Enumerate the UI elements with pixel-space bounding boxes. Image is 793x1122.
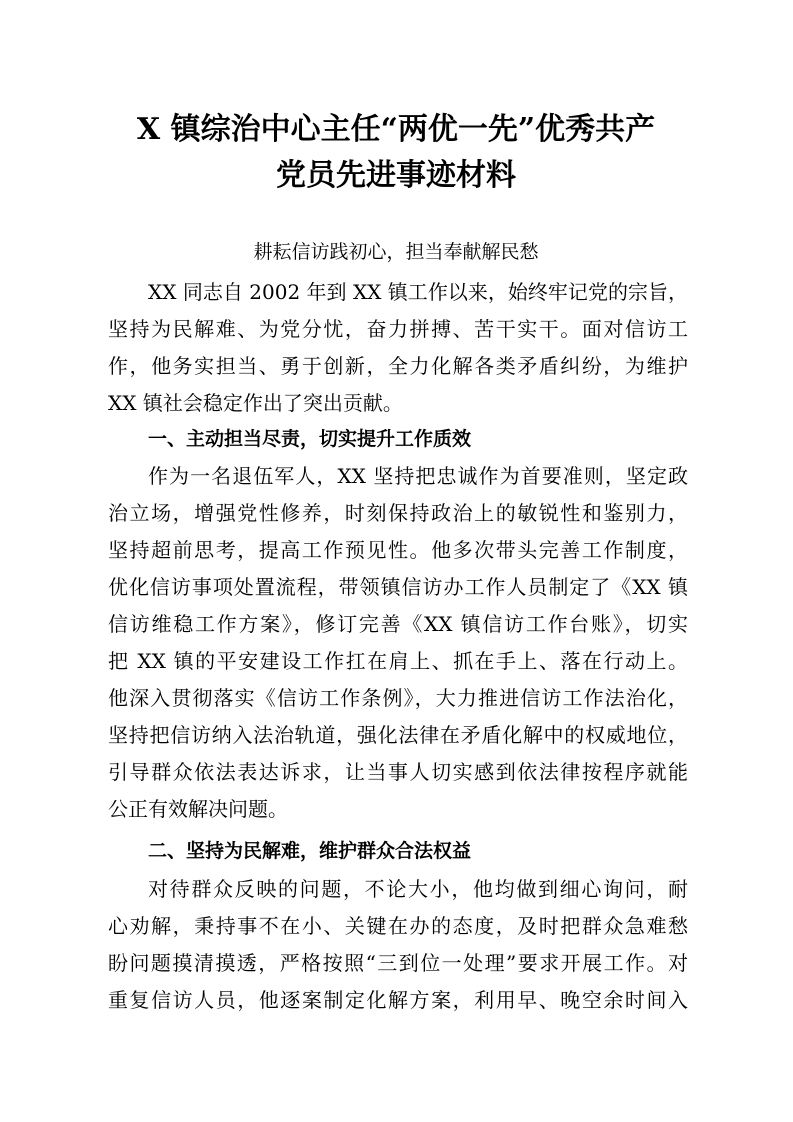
document-title-line-1: X 镇综治中心主任“两优一先”优秀共产 <box>136 112 656 147</box>
section-2-line: 对待群众反映的问题，不论大小，他均做到细心询问，耐 <box>148 877 688 901</box>
section-1-line: 优化信访事项处置流程，带领镇信访办工作人员制定了《XX 镇 <box>108 575 688 599</box>
intro-line: 作，他务实担当、勇于创新，全力化解各类矛盾纠纷，为维护 <box>108 354 688 378</box>
document-title-line-2: 党员先进事迹材料 <box>276 158 516 193</box>
section-1-line: 坚持超前思考，提高工作预见性。他多次带头完善工作制度， <box>108 538 688 562</box>
intro-line: XX 同志自 2002 年到 XX 镇工作以来，始终牢记党的宗旨， <box>148 280 688 304</box>
intro-line: 坚持为民解难、为党分忧，奋力拼搏、苦干实干。面对信访工 <box>108 317 688 341</box>
section-1-line: 作为一名退伍军人，XX 坚持把忠诚作为首要准则，坚定政 <box>148 464 688 488</box>
section-2-heading: 二、坚持为民解难，维护群众合法权益 <box>148 840 472 862</box>
section-1-line: 治立场，增强党性修养，时刻保持政治上的敏锐性和鉴别力， <box>108 501 688 525</box>
section-2-line: 重复信访人员，他逐案制定化解方案，利用早、晚空余时间入 <box>108 988 688 1012</box>
section-2-line: 盼问题摸清摸透，严格按照“三到位一处理”要求开展工作。对 <box>108 951 688 975</box>
document-subtitle: 耕耘信访践初心，担当奉献解民愁 <box>253 241 539 263</box>
section-1-line: 他深入贯彻落实《信访工作条例》，大力推进信访工作法治化， <box>108 686 688 710</box>
intro-line: XX 镇社会稳定作出了突出贡献。 <box>108 391 403 415</box>
section-2-line: 心劝解，秉持事不在小、关键在办的态度，及时把群众急难愁 <box>108 914 688 938</box>
section-1-line: 引导群众依法表达诉求，让当事人切实感到依法律按程序就能 <box>108 760 688 784</box>
section-1-line: 公正有效解决问题。 <box>108 797 288 821</box>
section-1-line: 坚持把信访纳入法治轨道，强化法律在矛盾化解中的权威地位， <box>108 723 688 747</box>
section-1-line: 把 XX 镇的平安建设工作扛在肩上、抓在手上、落在行动上。 <box>108 649 688 673</box>
section-1-heading: 一、主动担当尽责，切实提升工作质效 <box>148 428 472 450</box>
section-1-line: 信访维稳工作方案》，修订完善《XX 镇信访工作台账》，切实 <box>108 612 688 636</box>
